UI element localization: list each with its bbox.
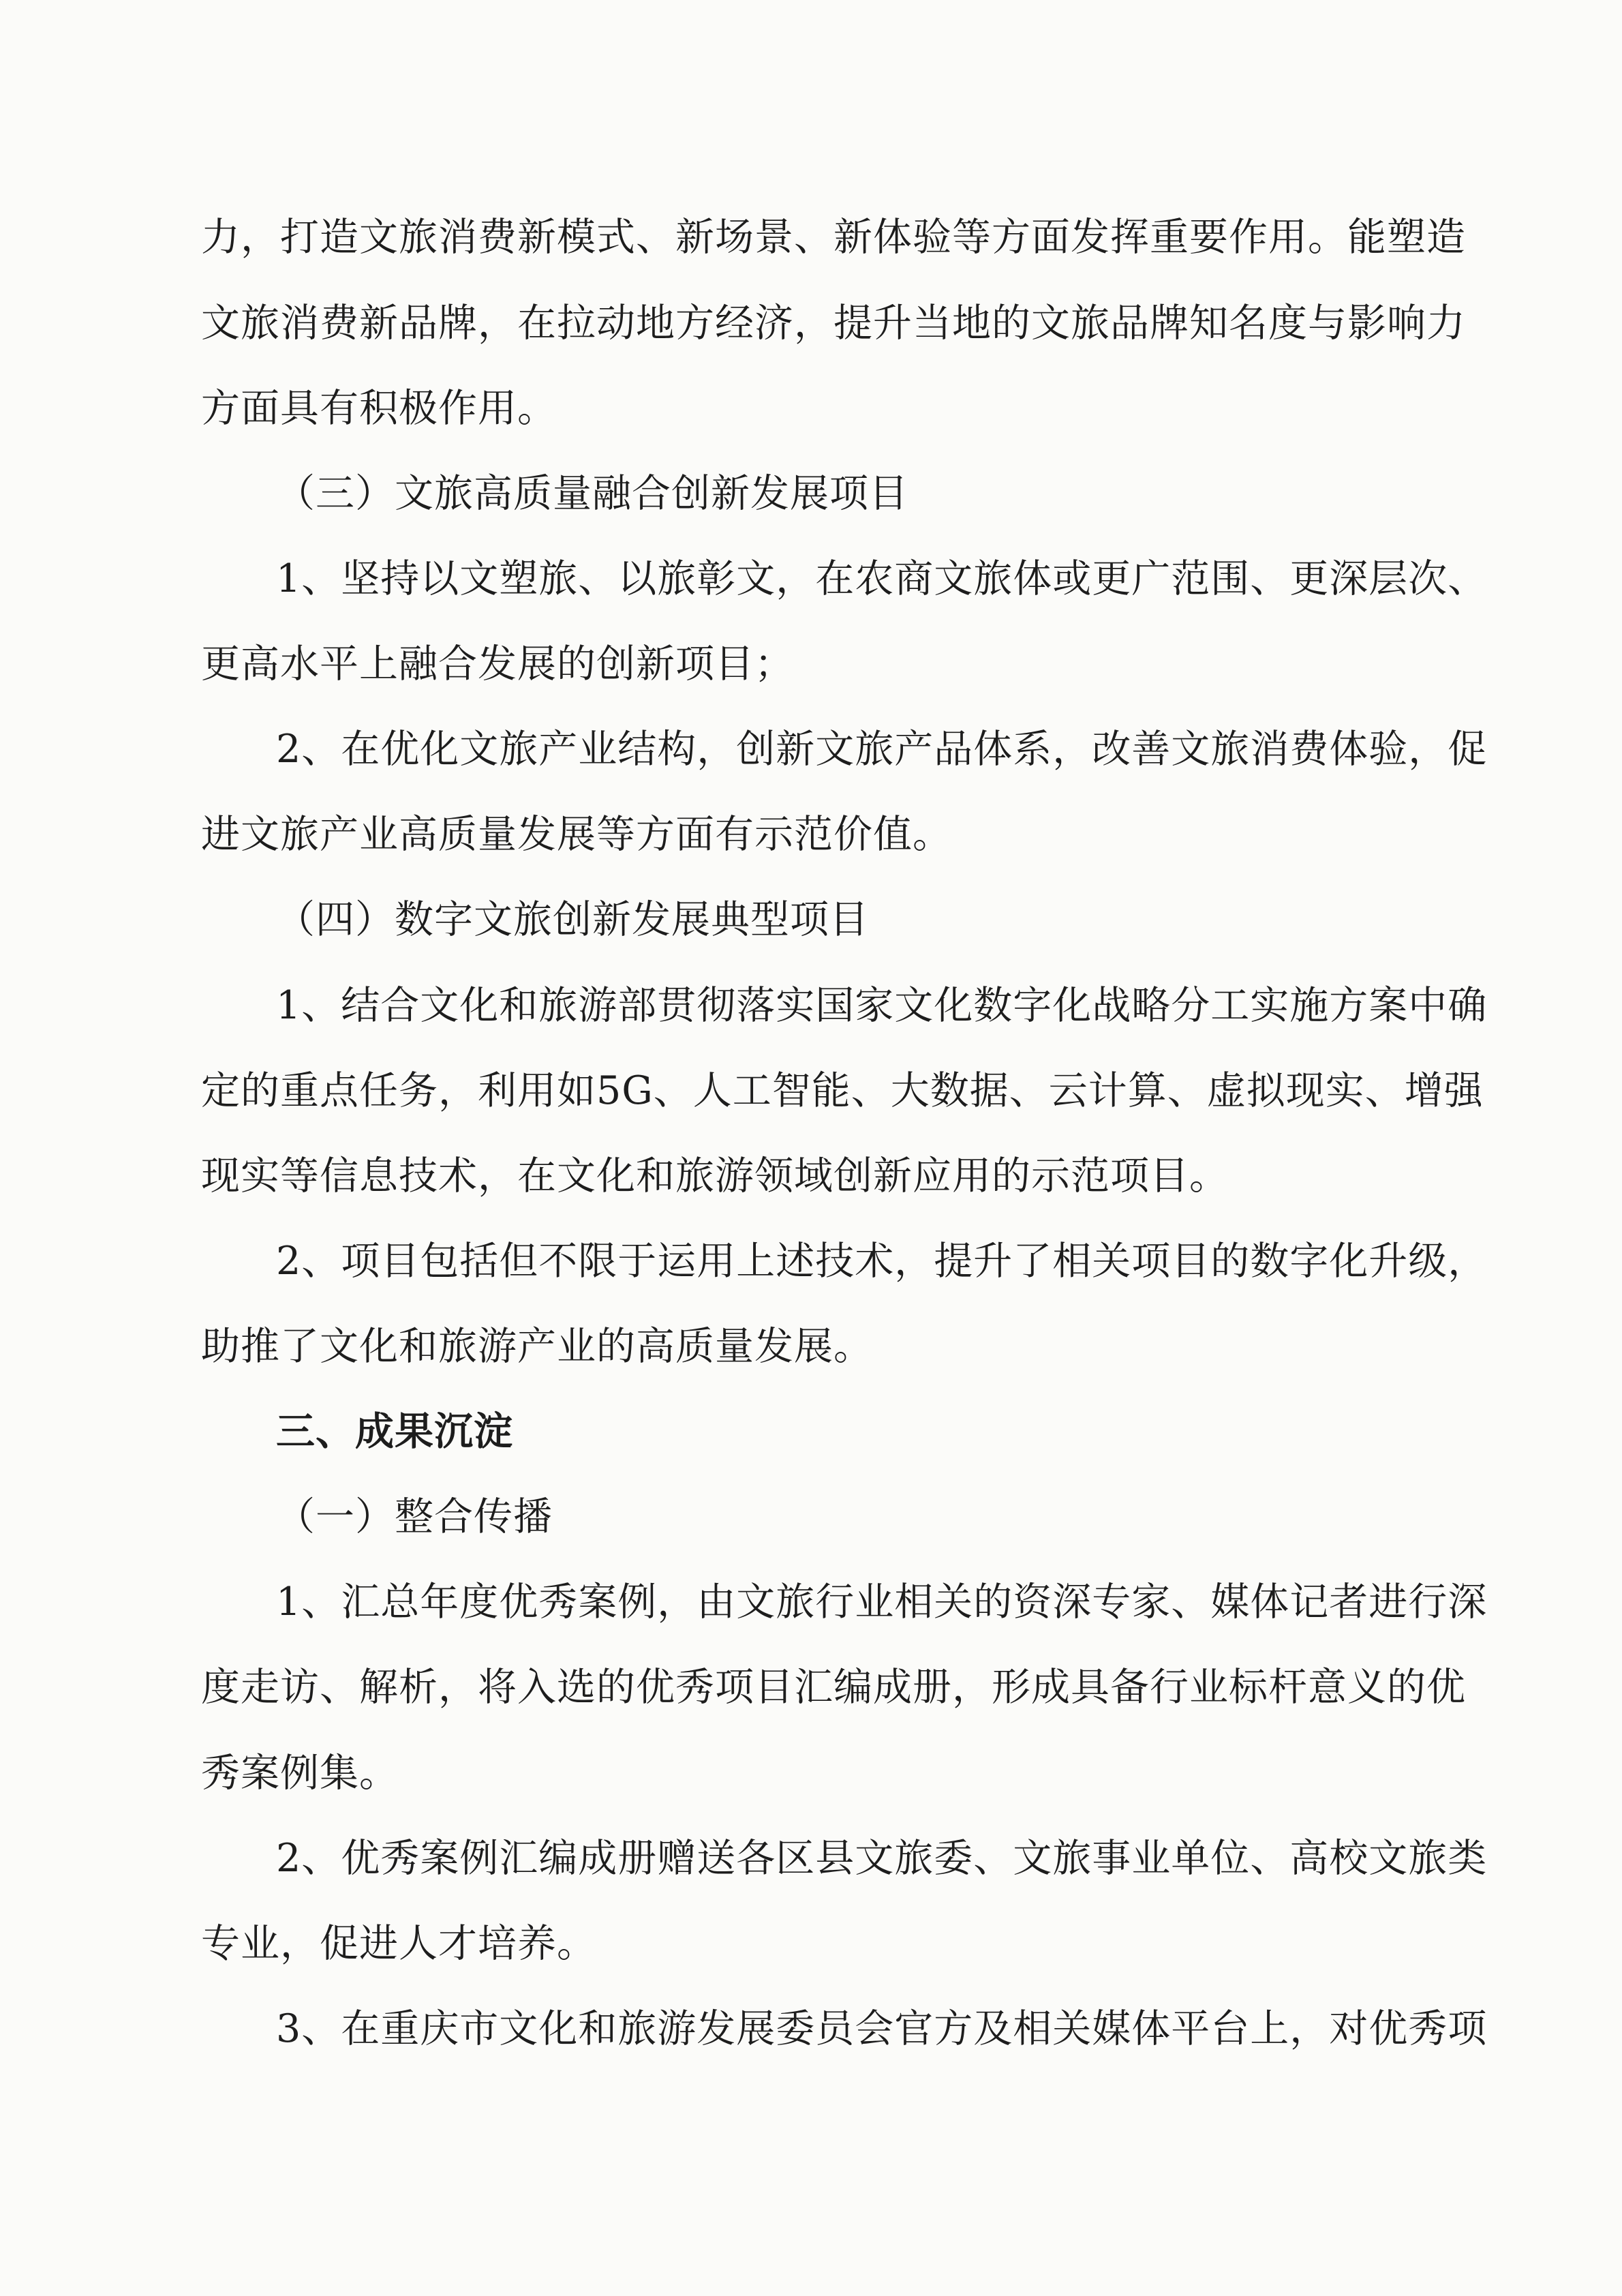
text-line: 2、在优化文旅产业结构，创新文旅产品体系，改善文旅消费体验，促 <box>276 727 1488 772</box>
text-line: 3、在重庆市文化和旅游发展委员会官方及相关媒体平台上，对优秀项 <box>276 2006 1488 2051</box>
text-line: 度走访、解析，将入选的优秀项目汇编成册，形成具备行业标杆意义的优 <box>201 1665 1466 1710</box>
text-line: 助推了文化和旅游产业的高质量发展。 <box>201 1324 873 1369</box>
text-line: 文旅消费新品牌，在拉动地方经济，提升当地的文旅品牌知名度与影响力 <box>201 301 1466 346</box>
text-line: 2、优秀案例汇编成册赠送各区县文旅委、文旅事业单位、高校文旅类 <box>276 1836 1488 1881</box>
section-heading: （四）数字文旅创新发展典型项目 <box>276 897 869 942</box>
section-heading: （三）文旅高质量融合创新发展项目 <box>276 471 908 516</box>
text-line: 方面具有积极作用。 <box>201 386 557 431</box>
section-heading: （一）整合传播 <box>276 1494 553 1539</box>
text-line: 秀案例集。 <box>201 1751 399 1796</box>
text-line: 2、项目包括但不限于运用上述技术，提升了相关项目的数字化升级， <box>276 1239 1488 1284</box>
text-line: 现实等信息技术，在文化和旅游领域创新应用的示范项目。 <box>201 1153 1229 1198</box>
text-line: 更高水平上融合发展的创新项目； <box>201 641 794 686</box>
text-line: 1、汇总年度优秀案例，由文旅行业相关的资深专家、媒体记者进行深 <box>276 1580 1488 1625</box>
text-line: 专业，促进人才培养。 <box>201 1921 596 1966</box>
text-line: 进文旅产业高质量发展等方面有示范价值。 <box>201 812 952 857</box>
text-line: 1、结合文化和旅游部贯彻落实国家文化数字化战略分工实施方案中确 <box>276 983 1488 1028</box>
text-line: 力，打造文旅消费新模式、新场景、新体验等方面发挥重要作用。能塑造 <box>201 215 1466 260</box>
text-line: 1、坚持以文塑旅、以旅彰文，在农商文旅体或更广范围、更深层次、 <box>276 556 1488 601</box>
text-line: 定的重点任务，利用如5G、人工智能、大数据、云计算、虚拟现实、增强 <box>201 1068 1484 1113</box>
chapter-heading: 三、成果沉淀 <box>276 1409 513 1454</box>
